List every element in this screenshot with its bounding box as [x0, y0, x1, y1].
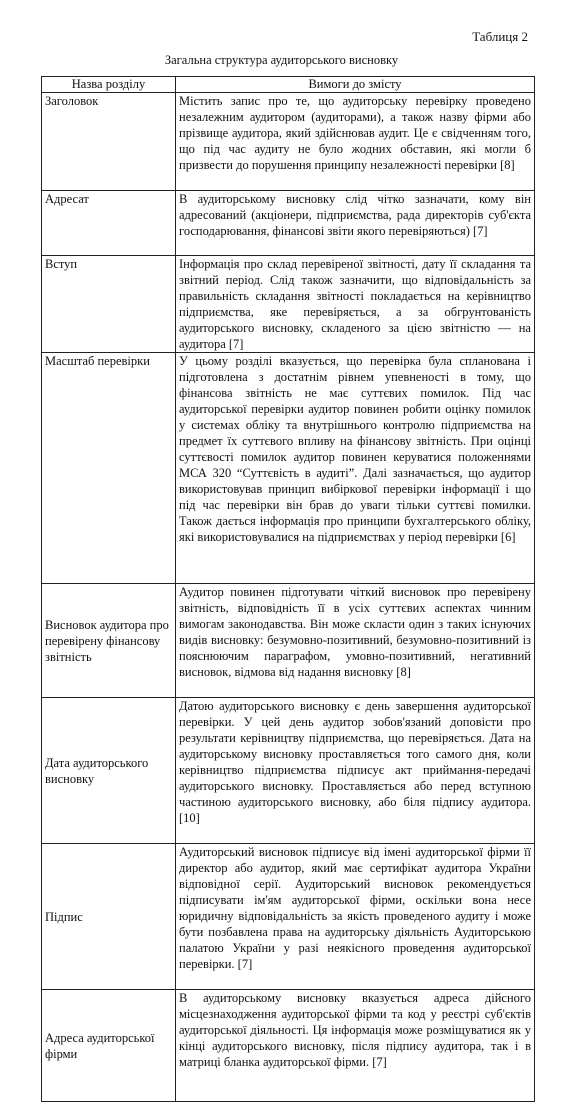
section-name-cell: Заголовок — [42, 93, 176, 191]
table-number: Таблиця 2 — [472, 29, 528, 44]
table-row — [42, 256, 535, 353]
requirements-cell: Інформація про склад перевіреної звітності, дату її складання та звітний період. Слід також зазначити, що відповідальність за правильність складання звітності покладається на керівництво підприємства, яке перевіряється, а за обгрунтованість аудиторського висновку, складеного за цією звітністю — на аудитора [7] — [176, 256, 535, 353]
table-row — [42, 698, 535, 844]
table-row — [42, 93, 535, 191]
table-row — [42, 191, 535, 256]
table-row — [42, 844, 535, 990]
table-row — [42, 353, 535, 584]
table-row — [42, 990, 535, 1102]
column-header-requirements: Вимоги до змісту — [176, 77, 535, 93]
section-name-cell: Висновок аудитора про перевірену фінансову звітність — [42, 584, 176, 698]
requirements-cell: Містить запис про те, що аудиторську перевірку проведено незалежним аудитором (аудиторами), а також назву фірми або прізвище аудитора, який здійснював аудит. Це є свідченням того, що під час аудиту не було жодних обставин, які могли б призвести до порушення принципу незалежності перевірки [8] — [176, 93, 535, 191]
table-caption: Загальна структура аудиторського висновку — [164, 53, 399, 67]
requirements-cell: Датою аудиторського висновку є день завершення аудиторської перевірки. У цей день аудитор зобов'язаний доповісти про результати керівництву підприємства, що перевіряється. Дата на аудиторському висновку проставляється того самого дня, коли керівництво підприємства підписує акт приймання-передачі аудиторського висновку. Проставляється або перед вступною частиною аудиторського висновку, або біля підпису аудитора. [10] — [176, 698, 535, 844]
requirements-cell: В аудиторському висновку вказується адреса дійсного місцезнаходження аудиторської фірми та код у реєстрі суб'єктів аудиторської діяльності. Ця інформація може розміщуватися як у кінці аудиторського висновку, після підпису аудитора, так і в матриці бланка аудиторської фірми. [7] — [176, 990, 535, 1102]
section-name-cell: Підпис — [42, 844, 176, 990]
column-header-section-name: Назва розділу — [42, 77, 176, 93]
section-name-cell: Вступ — [42, 256, 176, 353]
table-row — [42, 584, 535, 698]
audit-report-structure-table — [41, 76, 535, 1102]
section-name-cell: Адресат — [42, 191, 176, 256]
requirements-cell: Аудиторський висновок підписує від імені аудиторської фірми її директор або аудитор, який має сертифікат аудитора України відповідної серії. Аудиторський висновок рекомендується підписувати ім'ям аудиторської фірми, оскільки вона несе юридичну відповідальність за якість проведеного аудиту і може бути позбавлена права на аудиторську діяльність Аудиторською палатою України у разі неякісного проведення аудиторської перевірки. [7] — [176, 844, 535, 990]
requirements-cell: В аудиторському висновку слід чітко зазначати, кому він адресований (акціонери, підприємства, рада директорів суб'єкта господарювання, фінансові звіти якого перевіряються) [7] — [176, 191, 535, 256]
requirements-cell: У цьому розділі вказується, що перевірка була спланована і підготовлена з достатнім рівнем упевненості в тому, що фінансова звітність не має суттєвих помилок. Під час аудиторської перевірки аудитор повинен робити оцінку помилок у системах обліку та внутрішнього контролю підприємства на предмет їх суттєвого впливу на фінансову звітність. При оцінці суттєвості помилок аудитор повинен керуватися положеннями МСА 320 “Суттєвість в аудиті”. Далі зазначається, що аудитор використовував принцип вибіркової перевірки інформації і що під час перевірки він брав до уваги тільки суттєві помилки. Також дається інформація про принципи бухгалтерського обліку, які використовувалися на підприємствах у період перевірки [6] — [176, 353, 535, 584]
section-name-cell: Дата аудиторського висновку — [42, 698, 176, 844]
table-header-row — [42, 77, 535, 93]
section-name-cell: Масштаб перевірки — [42, 353, 176, 584]
requirements-cell: Аудитор повинен підготувати чіткий висновок про перевірену звітність, відповідність її в усіх суттєвих аспектах чинним вимогам законодавства. Він може скласти один з таких існуючих видів висновку: безумовно-позитивний, безумовно-позитивний із пояснюючим параграфом, умовно-позитивний, негативний висновок, відмова від надання висновку [8] — [176, 584, 535, 698]
section-name-cell: Адреса аудиторської фірми — [42, 990, 176, 1102]
